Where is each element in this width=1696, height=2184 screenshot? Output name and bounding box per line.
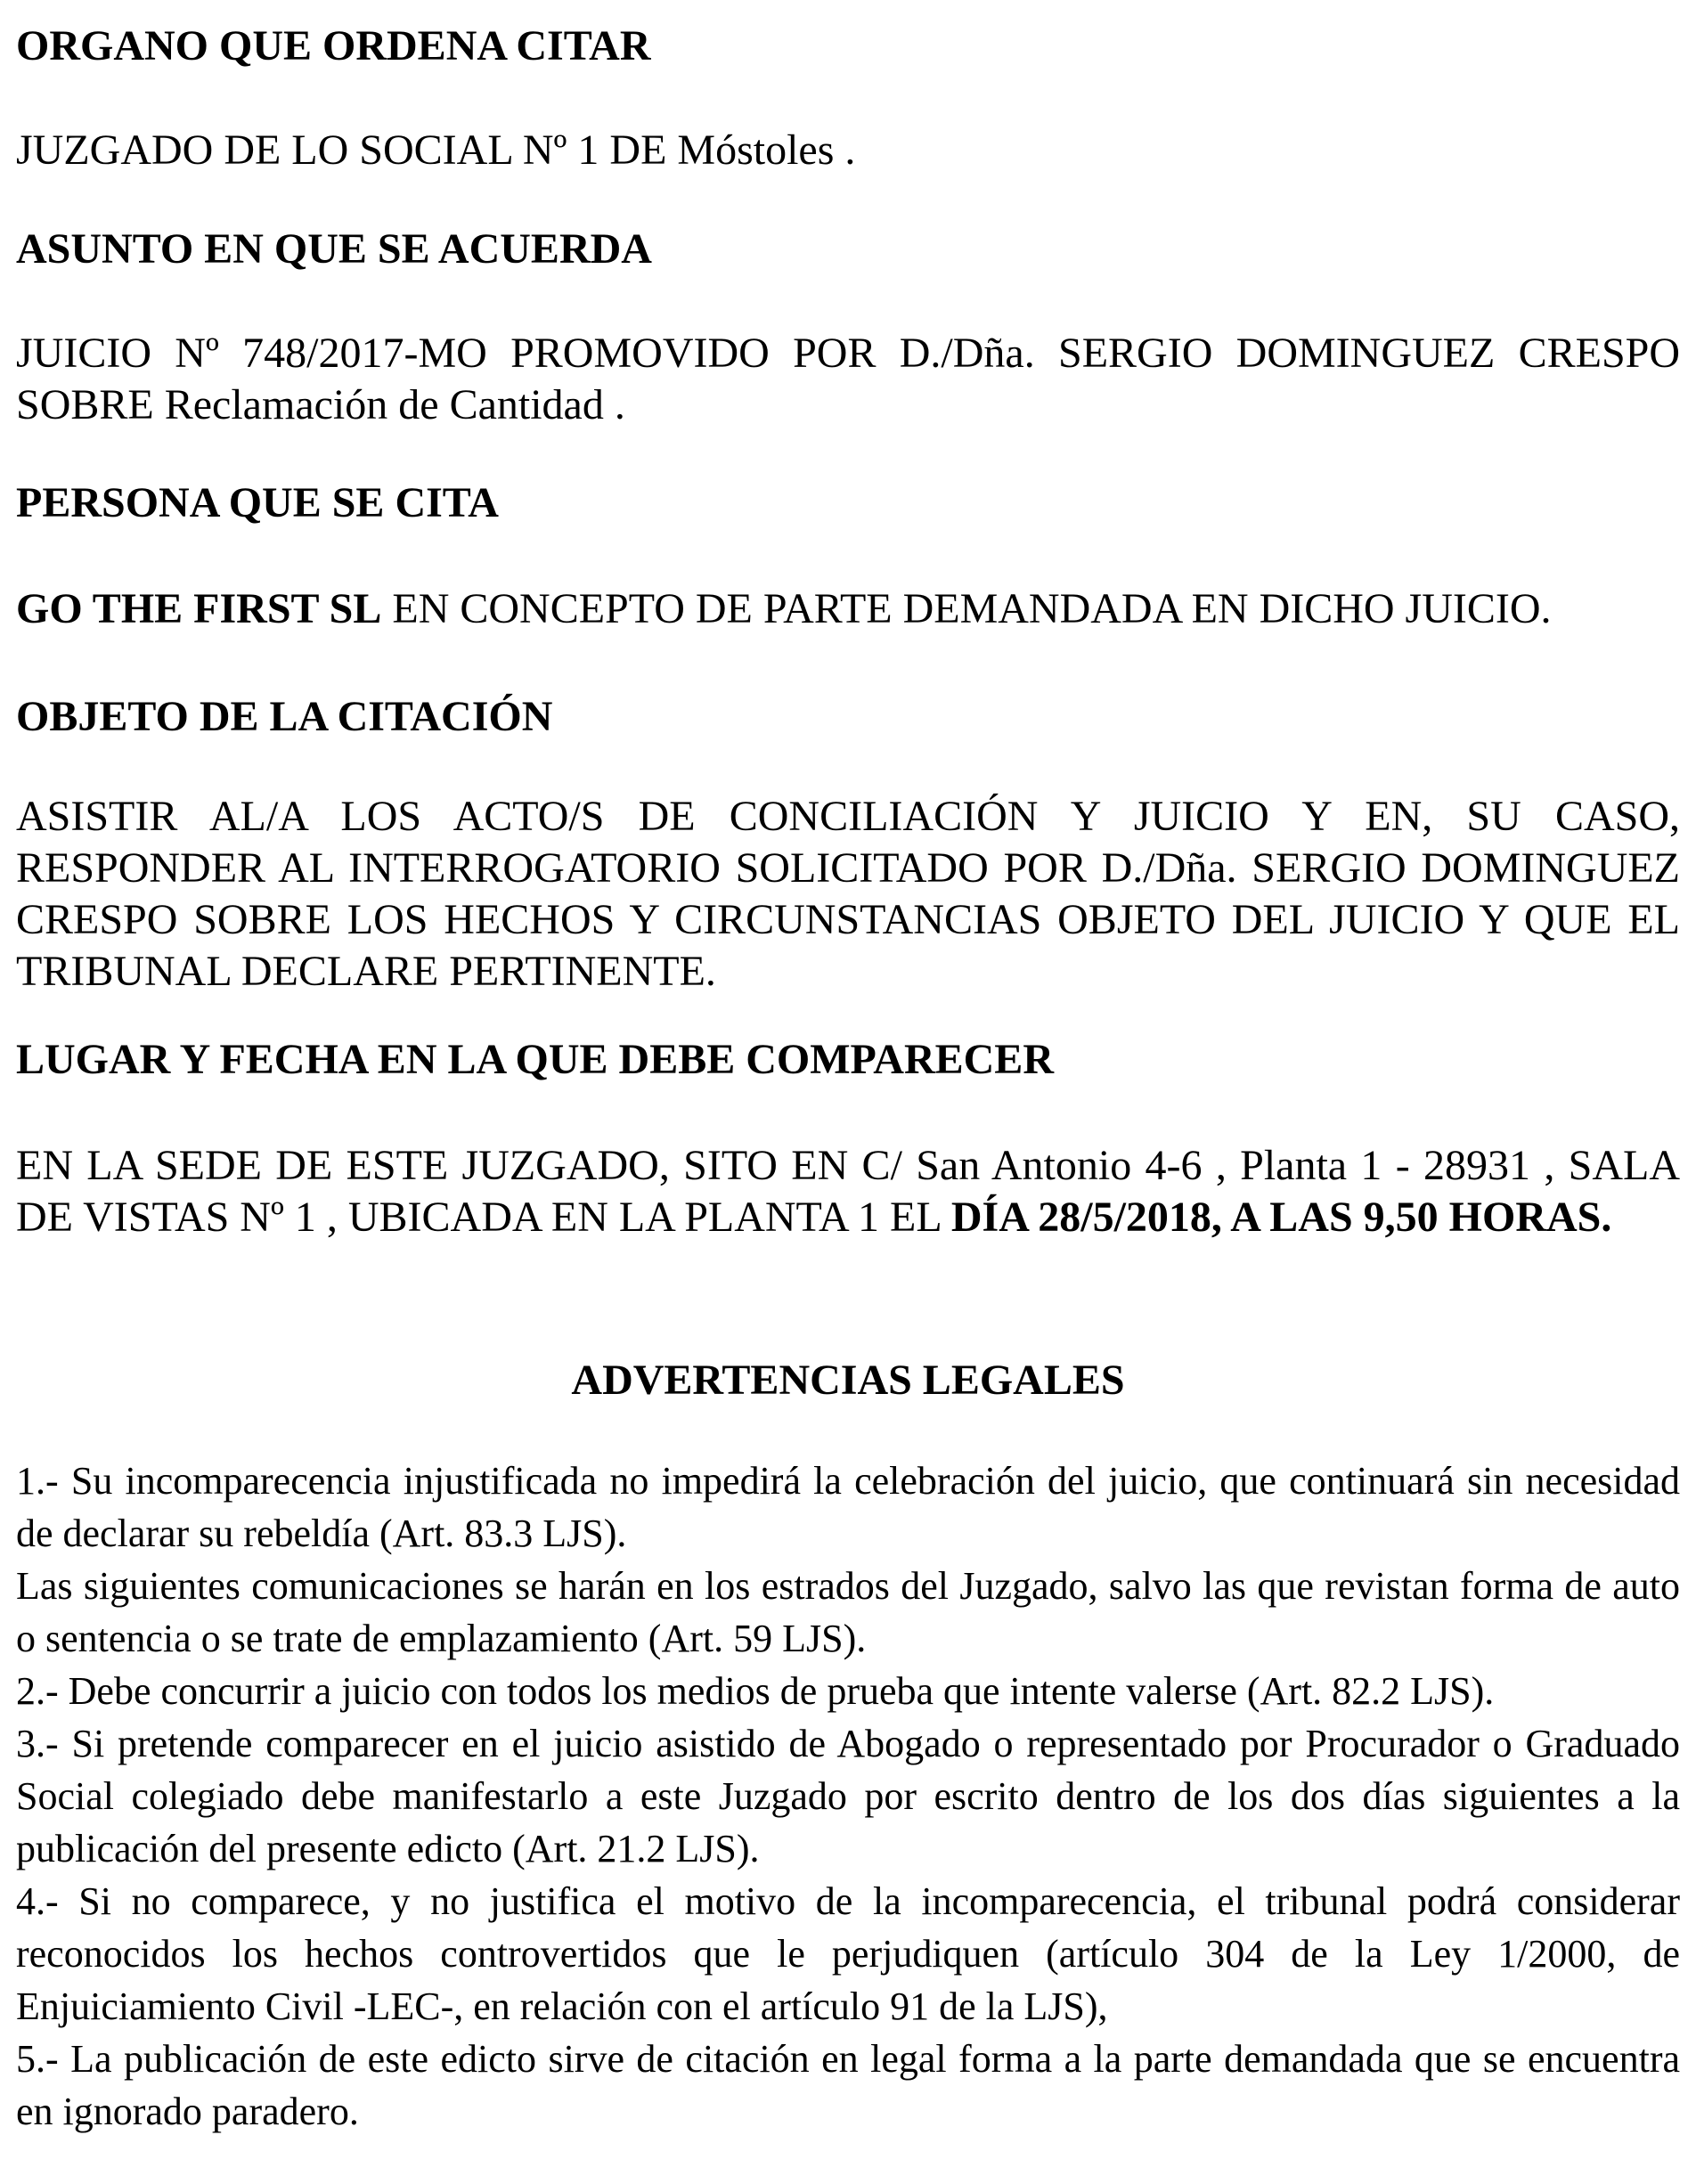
objeto-heading: OBJETO DE LA CITACIÓN [16, 693, 553, 740]
persona-heading: PERSONA QUE SE CITA [16, 479, 499, 526]
organo-heading: ORGANO QUE ORDENA CITAR [16, 22, 651, 69]
lugar-text: EN LA SEDE DE ESTE JUZGADO, SITO EN C/ San Antonio 4-6 , Planta 1 - 28931 , SALA DE VISTAS Nº 1 , UBICADA EN LA PLANTA 1 EL [16, 1142, 1680, 1241]
lugar-date: DÍA 28/5/2018, A LAS 9,50 HORAS. [950, 1194, 1612, 1241]
advertencia-item-4: 4.- Si no comparece, y no justifica el motivo de la incomparecencia, el tribunal podrá considerar reconocidos los hechos controvertidos que le perjudiquen (artículo 304 de la Ley 1/2000, de Enjuiciamiento Civil -LEC-, en relación con el artículo 91 de la LJS), [16, 1879, 1680, 2028]
objeto-text: ASISTIR AL/A LOS ACTO/S DE CONCILIACIÓN Y JUICIO Y EN, SU CASO, RESPONDER AL INTERROGATORIO SOLICITADO POR D./Dña. SERGIO DOMINGUEZ CRESPO SOBRE LOS HECHOS Y CIRCUNSTANCIAS OBJETO DEL JUICIO Y QUE EL TRIBUNAL DECLARE PERTINENTE. [16, 793, 1680, 995]
advertencia-item-5: 5.- La publicación de este edicto sirve de citación en legal forma a la parte demandada que se encuentra en ignorado paradero. [16, 2037, 1680, 2133]
persona-line [16, 583, 1680, 635]
advertencia-item-1b: Las siguientes comunicaciones se harán en los estrados del Juzgado, salvo las que revistan forma de auto o sentencia o se trate de emplazamiento (Art. 59 LJS). [16, 1564, 1680, 1660]
advertencias-heading: ADVERTENCIAS LEGALES [571, 1357, 1125, 1404]
organo-text: JUZGADO DE LO SOCIAL Nº 1 DE Móstoles . [16, 126, 856, 174]
persona-name: GO THE FIRST SL [16, 585, 382, 632]
asunto-heading: ASUNTO EN QUE SE ACUERDA [16, 225, 652, 273]
advertencia-item-2: 2.- Debe concurrir a juicio con todos los medios de prueba que intente valerse (Art. 82.2 LJS). [16, 1669, 1495, 1713]
advertencia-item-1: 1.- Su incomparecencia injustificada no impedirá la celebración del juicio, que continuará sin necesidad de declarar su rebeldía (Art. 83.3 LJS). [16, 1459, 1680, 1555]
lugar-paragraph [16, 1140, 1680, 1243]
advertencia-item-3: 3.- Si pretende comparecer en el juicio asistido de Abogado o representado por Procurador o Graduado Social colegiado debe manifestarlo a este Juzgado por escrito dentro de los dos días siguientes a la publicación del presente edicto (Art. 21.2 LJS). [16, 1722, 1680, 1870]
lugar-heading: LUGAR Y FECHA EN LA QUE DEBE COMPARECER [16, 1036, 1054, 1083]
advertencias-list [16, 1455, 1680, 2138]
asunto-text: JUICIO Nº 748/2017-MO PROMOVIDO POR D./Dña. SERGIO DOMINGUEZ CRESPO SOBRE Reclamación de Cantidad . [16, 330, 1680, 428]
persona-text: EN CONCEPTO DE PARTE DEMANDADA EN DICHO JUICIO. [381, 585, 1552, 632]
